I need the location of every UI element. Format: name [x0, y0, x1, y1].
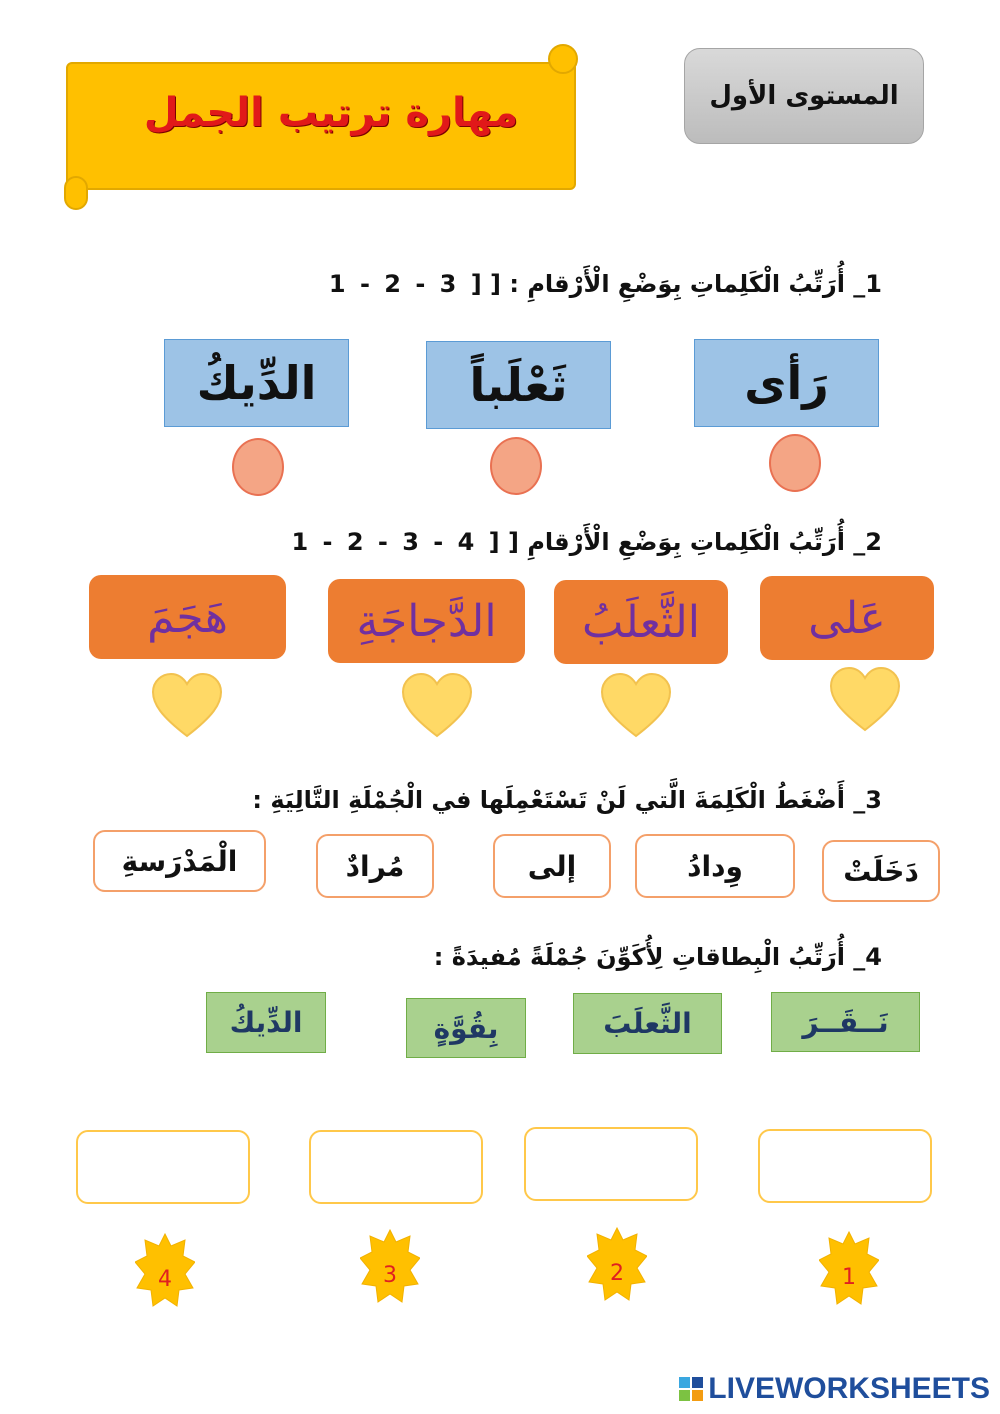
q1-answer-circle[interactable]	[490, 437, 542, 495]
q1-word-card[interactable]: الدِّيكُ	[164, 339, 349, 427]
q4-answer-slot[interactable]	[309, 1130, 483, 1204]
q1-answer-circle[interactable]	[769, 434, 821, 492]
page-title: مهارة ترتيب الجمل	[143, 90, 519, 136]
star-number: 3	[383, 1263, 397, 1288]
heart-icon[interactable]	[829, 666, 901, 734]
q4-prompt: 4_ أُرَتِّبُ الْبِطاقاتِ لِأُكَوِّنَ جُمْلَةً مُفيدَةً :	[433, 943, 882, 971]
heart-icon[interactable]	[401, 672, 473, 740]
q3-word-option[interactable]: مُرادٌ	[316, 834, 434, 898]
q1-answer-circle[interactable]	[232, 438, 284, 496]
q2-numbers: 1 - 2 - 3 - 4 ]	[291, 528, 500, 556]
q4-answer-slot[interactable]	[76, 1130, 250, 1204]
brand-logo	[678, 1372, 990, 1406]
q4-word-card[interactable]: الثَّعلَبَ	[573, 993, 722, 1054]
q2-prompt-text: 2_ أُرَتِّبُ الْكَلِماتِ بِوَضْعِ الْأَرْقامِ [	[508, 528, 882, 556]
level-label: المستوى الأول	[709, 81, 899, 111]
q1-word-card[interactable]: ثَعْلَباً	[426, 341, 611, 429]
liveworksheets-logo-icon	[678, 1376, 704, 1402]
q3-prompt: 3_ أَضْغَطُ الْكَلِمَةَ الَّتي لَنْ تَسْتَعْمِلَها في الْجُمْلَةِ التَّالِيَةِ :	[252, 786, 882, 814]
q1-numbers: 1 - 2 - 3 ]	[328, 270, 482, 298]
level-badge	[684, 48, 924, 144]
star-badge-icon	[360, 1228, 420, 1318]
q2-word-card[interactable]: هَجَمَ	[89, 575, 286, 659]
q4-word-card[interactable]: نَــقَــرَ	[771, 992, 920, 1052]
q4-word-card[interactable]: بِقُوَّةٍ	[406, 998, 526, 1058]
star-number: 2	[610, 1261, 624, 1286]
star-badge-icon	[819, 1230, 879, 1320]
q1-prompt	[329, 270, 882, 298]
q4-word-card[interactable]: الدِّيكُ	[206, 992, 326, 1053]
q2-prompt	[292, 528, 883, 556]
q3-word-option[interactable]: إلى	[493, 834, 611, 898]
q2-word-card[interactable]: الثَّعلَبُ	[554, 580, 728, 664]
q2-word-card[interactable]: عَلى	[760, 576, 934, 660]
q4-answer-slot[interactable]	[758, 1129, 932, 1203]
q3-word-option[interactable]: وِدادُ	[635, 834, 795, 898]
star-badge-icon	[587, 1226, 647, 1316]
scroll-curl-icon	[548, 44, 578, 74]
q4-answer-slot[interactable]	[524, 1127, 698, 1201]
scroll-curl-icon	[64, 176, 88, 210]
heart-icon[interactable]	[600, 672, 672, 740]
star-number: 4	[158, 1267, 172, 1292]
q3-word-option[interactable]: دَخَلَتْ	[822, 840, 940, 902]
q2-word-card[interactable]: الدَّجاجَةِ	[328, 579, 525, 663]
heart-icon[interactable]	[151, 672, 223, 740]
q3-word-option[interactable]: الْمَدْرَسةِ	[93, 830, 266, 892]
star-number: 1	[842, 1265, 856, 1290]
q1-word-card[interactable]: رَأى	[694, 339, 879, 427]
brand-name: LIVEWORKSHEETS	[708, 1372, 990, 1405]
star-badge-icon	[135, 1232, 195, 1322]
q1-prompt-text: 1_ أُرَتِّبُ الْكَلِماتِ بِوَضْعِ الْأَرْقامِ : [	[490, 270, 882, 298]
